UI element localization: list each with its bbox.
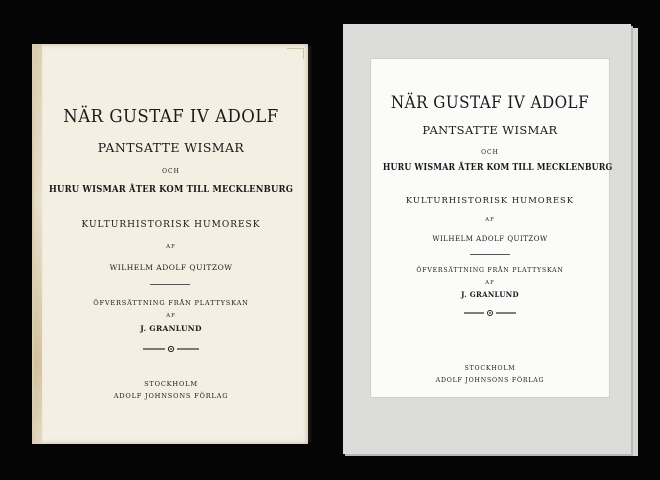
book-title: NÄR GUSTAF IV ADOLF [390, 93, 590, 112]
by-af: AF [485, 217, 495, 223]
ornament-icon [141, 345, 201, 353]
by-af-2: AF [166, 313, 176, 319]
conjunction-och: OCH [481, 149, 499, 156]
author-name: WILHELM ADOLF QUITZOW [432, 235, 548, 243]
book-subtitle-2: HURU WISMAR ÅTER KOM TILL MECKLENBURG [48, 184, 294, 195]
author-name: WILHELM ADOLF QUITZOW [109, 263, 233, 272]
translation-note: ÖFVERSÄTTNING FRÅN PLATTYSKAN [93, 299, 249, 307]
translator-name: J. GRANLUND [140, 324, 202, 333]
book-subtitle: PANTSATTE WISMAR [97, 140, 245, 155]
translator-name: J. GRANLUND [461, 290, 519, 299]
book-genre: KULTURHISTORISK HUMORESK [405, 195, 575, 205]
original-title-page [32, 44, 308, 444]
page-corner-fold [287, 48, 304, 59]
book-genre: KULTURHISTORISK HUMORESK [81, 220, 261, 230]
publisher-city: STOCKHOLM [464, 365, 516, 372]
copy-title-page [370, 58, 613, 398]
by-af: AF [166, 244, 176, 250]
conjunction-och: OCH [162, 168, 180, 175]
publisher-name: ADOLF JOHNSONS FÖRLAG [113, 392, 229, 400]
divider-rule [470, 254, 510, 255]
ornament-icon [462, 309, 518, 317]
divider-rule [150, 284, 190, 285]
by-af-2: AF [485, 280, 495, 286]
publisher-city: STOCKHOLM [144, 380, 198, 388]
book-subtitle-2: HURU WISMAR ÅTER KOM TILL MECKLENBURG [382, 163, 613, 173]
translation-note: ÖFVERSÄTTNING FRÅN PLATTYSKAN [416, 267, 564, 274]
book-subtitle: PANTSATTE WISMAR [422, 123, 558, 137]
book-title: NÄR GUSTAF IV ADOLF [63, 106, 279, 127]
publisher-name: ADOLF JOHNSONS FÖRLAG [435, 377, 545, 384]
